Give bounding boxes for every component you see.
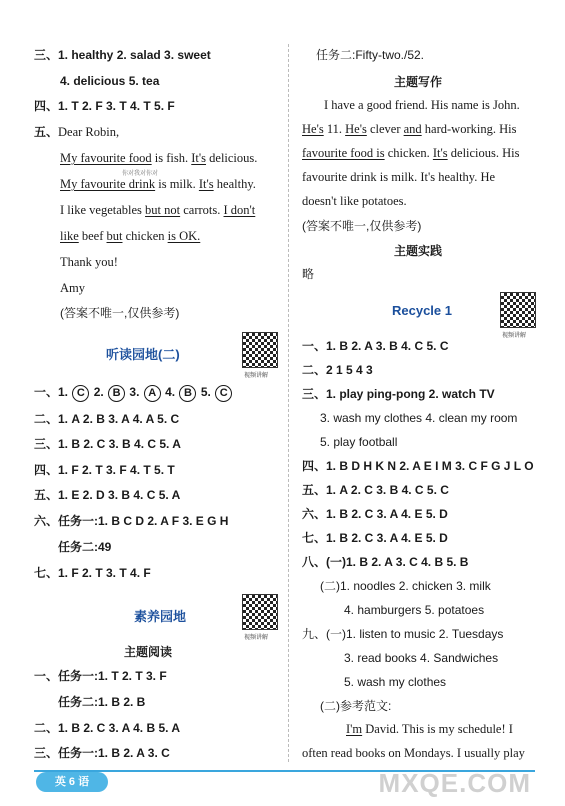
letter-text: beef bbox=[78, 229, 107, 243]
underlined-text: but bbox=[106, 229, 123, 243]
answer-line bbox=[302, 386, 495, 402]
section-title: 听读园地(二) bbox=[106, 347, 180, 362]
essay-text: hard-working. His bbox=[421, 122, 517, 136]
question-number: 2. bbox=[93, 385, 104, 399]
letter-line bbox=[60, 176, 256, 192]
letter-text: carrots. bbox=[180, 203, 224, 217]
answer-line: 六、任务一:1. B C D 2. A F 3. E G H bbox=[34, 514, 229, 528]
answer-line: 二、1. B 2. C 3. A 4. B 5. A bbox=[34, 721, 181, 735]
question-number: 5. bbox=[200, 385, 211, 399]
underlined-text: but not bbox=[145, 203, 181, 217]
question-number: 3. bbox=[129, 385, 140, 399]
section-title: Recycle 1 bbox=[392, 303, 452, 318]
answer-line: 三、1. healthy 2. salad 3. sweet bbox=[34, 48, 211, 62]
underlined-text: It's bbox=[191, 151, 207, 165]
essay-line: I have a good friend. His name is John. bbox=[324, 98, 520, 112]
answer-line: 一、任务一:1. T 2. T 3. F bbox=[34, 669, 167, 683]
answer-line: 七、1. F 2. T 3. T 4. F bbox=[34, 566, 151, 580]
circled-answer: C bbox=[215, 385, 232, 402]
letter-line bbox=[60, 202, 255, 218]
underlined-text: is OK. bbox=[167, 229, 201, 243]
qr-label: 视频讲解 bbox=[244, 373, 269, 379]
essay-line bbox=[346, 721, 513, 737]
sub-title: 主题实践 bbox=[394, 244, 443, 258]
letter-text: healthy. bbox=[213, 177, 256, 191]
sub-title: 主题阅读 bbox=[124, 645, 173, 659]
note-line: (答案不唯一,仅供参考) bbox=[302, 219, 422, 233]
answer-line: 3. read books 4. Sandwiches bbox=[344, 651, 499, 665]
essay-line: doesn't like potatoes. bbox=[302, 194, 407, 208]
letter-line bbox=[60, 228, 200, 244]
answer-line: 4. delicious 5. tea bbox=[60, 74, 160, 88]
answer-line: 三、任务一:1. B 2. A 3. C bbox=[34, 746, 170, 760]
answer-line: 任务二:1. B 2. B bbox=[58, 695, 146, 709]
answer-line: 任务二:49 bbox=[58, 540, 112, 554]
column-divider bbox=[288, 44, 289, 762]
letter-text: chicken bbox=[122, 229, 168, 243]
underlined-text: like bbox=[60, 229, 79, 243]
essay-line bbox=[302, 145, 520, 161]
watermark: MXQE.COM bbox=[378, 768, 531, 798]
answer-line: 略 bbox=[302, 267, 315, 281]
answer-line: 七、1. B 2. C 3. A 4. E 5. D bbox=[302, 531, 448, 545]
letter-line bbox=[34, 124, 119, 140]
underlined-text: My favourite food bbox=[60, 151, 152, 165]
answer-line: 四、1. B D H K N 2. A E I M 3. C F G J L O bbox=[302, 459, 534, 473]
underlined-text: It's bbox=[432, 146, 448, 160]
page-number-badge: 英 6 语 bbox=[36, 772, 108, 792]
circled-answer: B bbox=[108, 385, 125, 402]
underlined-text: He's bbox=[302, 122, 324, 136]
qr-label: 视频讲解 bbox=[244, 635, 269, 641]
letter-line: Thank you! bbox=[60, 255, 118, 269]
essay-line: often read books on Mondays. I usually play bbox=[302, 746, 525, 760]
letter-line: Amy bbox=[60, 281, 85, 295]
answer-line: 五、1. A 2. C 3. B 4. C 5. C bbox=[302, 483, 449, 497]
essay-text: David. This is my schedule! I bbox=[362, 722, 513, 736]
answer-line: 三、1. B 2. C 3. B 4. C 5. A bbox=[34, 437, 181, 451]
answer-line: 4. hamburgers 5. potatoes bbox=[344, 603, 485, 617]
answer-line: 九、(一)1. listen to music 2. Tuesdays bbox=[302, 627, 504, 641]
sub-title: 主题写作 bbox=[394, 75, 443, 89]
answer-line: 四、1. T 2. F 3. T 4. T 5. F bbox=[34, 99, 175, 113]
essay-text: delicious. His bbox=[447, 146, 520, 160]
essay-line: favourite drink is milk. It's healthy. He bbox=[302, 170, 496, 184]
answer-line bbox=[34, 384, 233, 402]
note-line: (答案不唯一,仅供参考) bbox=[60, 306, 180, 320]
circled-answer: A bbox=[144, 385, 161, 402]
question-number: 一、1. bbox=[34, 385, 69, 399]
essay-text: clever bbox=[366, 122, 404, 136]
answer-line: 二、1. A 2. B 3. A 4. A 5. C bbox=[34, 412, 180, 426]
question-number: 4. bbox=[165, 385, 176, 399]
essay-line bbox=[302, 121, 516, 137]
letter-text: is fish. bbox=[151, 151, 192, 165]
underlined-text: I don't bbox=[223, 203, 256, 217]
answer-line: 八、(一)1. B 2. A 3. C 4. B 5. B bbox=[302, 555, 469, 569]
section-title: 素养园地 bbox=[134, 609, 187, 624]
answer-line: 任务二:Fifty-two./52. bbox=[316, 48, 425, 62]
letter-text: Dear Robin, bbox=[58, 125, 120, 139]
underlined-text: favourite food is bbox=[302, 146, 385, 160]
underlined-text: My favourite drink bbox=[60, 177, 156, 191]
underlined-text: and bbox=[403, 122, 422, 136]
answer-text: 三、1. play ping-pong 2. watch TV bbox=[302, 387, 495, 401]
letter-text: is milk. bbox=[155, 177, 199, 191]
tiny-mark: 你对我对你对 bbox=[122, 171, 159, 177]
qr-code-icon[interactable] bbox=[242, 594, 278, 630]
circled-answer: C bbox=[72, 385, 89, 402]
answer-line: (二)1. noodles 2. chicken 3. milk bbox=[320, 579, 491, 593]
question-number: 五、 bbox=[34, 125, 59, 139]
answer-line: 六、1. B 2. C 3. A 4. E 5. D bbox=[302, 507, 448, 521]
letter-line bbox=[60, 150, 257, 166]
answer-line: 五、1. E 2. D 3. B 4. C 5. A bbox=[34, 488, 181, 502]
answer-line: 3. wash my clothes 4. clean my room bbox=[320, 411, 518, 425]
underlined-text: He's bbox=[345, 122, 367, 136]
qr-label: 视频讲解 bbox=[502, 333, 527, 339]
essay-text: 11. bbox=[323, 122, 346, 136]
answer-line: 四、1. F 2. T 3. F 4. T 5. T bbox=[34, 463, 175, 477]
essay-text: chicken. bbox=[384, 146, 433, 160]
qr-code-icon[interactable] bbox=[242, 332, 278, 368]
answer-line: 一、1. B 2. A 3. B 4. C 5. C bbox=[302, 339, 449, 353]
circled-answer: B bbox=[179, 385, 196, 402]
underlined-text: It's bbox=[198, 177, 214, 191]
letter-text: delicious. bbox=[206, 151, 258, 165]
underlined-text: I'm bbox=[346, 722, 363, 736]
answer-line: 5. wash my clothes bbox=[344, 675, 447, 689]
qr-code-icon[interactable] bbox=[500, 292, 536, 328]
answer-line: 5. play football bbox=[320, 435, 398, 449]
letter-text: I like vegetables bbox=[60, 203, 146, 217]
answer-line: 二、2 1 5 4 3 bbox=[302, 363, 373, 377]
answer-line: (二)参考范文: bbox=[320, 699, 392, 713]
